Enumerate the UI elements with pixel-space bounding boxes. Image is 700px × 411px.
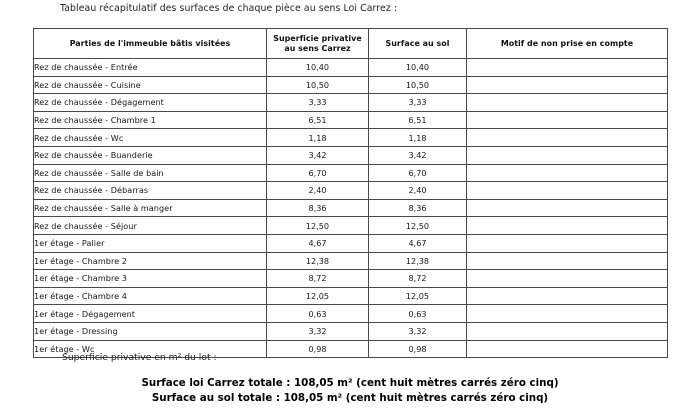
cell-privative: 1,18 <box>267 129 369 147</box>
cell-partie: 1er étage - Chambre 4 <box>34 287 267 305</box>
cell-partie: Rez de chaussée - Débarras <box>34 182 267 200</box>
cell-motif <box>467 164 668 182</box>
cell-privative: 3,42 <box>267 146 369 164</box>
table-row <box>34 76 668 94</box>
cell-privative: 3,33 <box>267 94 369 112</box>
cell-partie: Rez de chaussée - Séjour <box>34 217 267 235</box>
cell-privative: 0,98 <box>267 340 369 358</box>
column-header-surface-au-sol: Surface au sol <box>369 29 467 59</box>
total-surface-au-sol: Surface au sol totale : 108,05 m² (cent huit mètres carrés zéro cinq) <box>151 391 549 404</box>
cell-sol: 3,32 <box>369 322 467 340</box>
cell-partie: 1er étage - Dressing <box>34 322 267 340</box>
cell-privative: 10,40 <box>267 59 369 77</box>
cell-sol: 12,05 <box>369 287 467 305</box>
cell-sol: 12,50 <box>369 217 467 235</box>
cell-partie: Rez de chaussée - Salle de bain <box>34 164 267 182</box>
table-row <box>34 146 668 164</box>
cell-privative: 2,40 <box>267 182 369 200</box>
cell-partie: Rez de chaussée - Dégagement <box>34 94 267 112</box>
cell-motif <box>467 146 668 164</box>
cell-partie: Rez de chaussée - Buanderie <box>34 146 267 164</box>
cell-partie: Rez de chaussée - Wc <box>34 129 267 147</box>
cell-motif <box>467 59 668 77</box>
cell-partie: Rez de chaussée - Chambre 1 <box>34 111 267 129</box>
table-row <box>34 111 668 129</box>
cell-motif <box>467 111 668 129</box>
cell-privative: 12,05 <box>267 287 369 305</box>
column-header-superficie-privative: Superficie privative au sens Carrez <box>267 29 369 59</box>
cell-motif <box>467 234 668 252</box>
table-row <box>34 129 668 147</box>
table-row <box>34 164 668 182</box>
cell-sol: 0,63 <box>369 305 467 323</box>
cell-motif <box>467 199 668 217</box>
cell-sol: 2,40 <box>369 182 467 200</box>
cell-motif <box>467 305 668 323</box>
table-row <box>34 217 668 235</box>
cell-privative: 8,36 <box>267 199 369 217</box>
cell-sol: 0,98 <box>369 340 467 358</box>
cell-privative: 3,32 <box>267 322 369 340</box>
cell-sol: 8,72 <box>369 270 467 288</box>
cell-motif <box>467 129 668 147</box>
cell-motif <box>467 322 668 340</box>
cell-motif <box>467 182 668 200</box>
cell-privative: 6,51 <box>267 111 369 129</box>
cell-partie: Rez de chaussée - Salle à manger <box>34 199 267 217</box>
cell-sol: 3,33 <box>369 94 467 112</box>
cell-privative: 0,63 <box>267 305 369 323</box>
cell-privative: 12,38 <box>267 252 369 270</box>
table-row <box>34 322 668 340</box>
document-intro-text: Tableau récapitulatif des surfaces de chaque pièce au sens Loi Carrez : <box>60 3 398 14</box>
cell-partie: Rez de chaussée - Cuisine <box>34 76 267 94</box>
cell-motif <box>467 76 668 94</box>
column-header-motif: Motif de non prise en compte <box>467 29 668 59</box>
cell-sol: 6,70 <box>369 164 467 182</box>
cell-sol: 4,67 <box>369 234 467 252</box>
cell-motif <box>467 252 668 270</box>
cell-motif <box>467 287 668 305</box>
cell-motif <box>467 340 668 358</box>
table-row <box>34 94 668 112</box>
table-row <box>34 252 668 270</box>
table-header-row <box>34 29 668 59</box>
total-surface-loi-carrez: Surface loi Carrez totale : 108,05 m² (cent huit mètres carrés zéro cinq) <box>141 377 559 389</box>
cell-sol: 12,38 <box>369 252 467 270</box>
table-row <box>34 234 668 252</box>
cell-partie: 1er étage - Wc <box>34 340 267 358</box>
surfaces-table-container <box>33 28 667 358</box>
table-row <box>34 182 668 200</box>
table-row <box>34 270 668 288</box>
table-body <box>34 59 668 358</box>
cell-privative: 10,50 <box>267 76 369 94</box>
cell-sol: 8,36 <box>369 199 467 217</box>
table-row <box>34 287 668 305</box>
cell-motif <box>467 94 668 112</box>
cell-privative: 8,72 <box>267 270 369 288</box>
cell-partie: 1er étage - Chambre 3 <box>34 270 267 288</box>
cell-motif <box>467 270 668 288</box>
cell-privative: 6,70 <box>267 164 369 182</box>
cell-partie: 1er étage - Chambre 2 <box>34 252 267 270</box>
surfaces-table <box>33 28 668 358</box>
cell-partie: 1er étage - Palier <box>34 234 267 252</box>
cell-sol: 10,40 <box>369 59 467 77</box>
table-row <box>34 305 668 323</box>
table-row <box>34 59 668 77</box>
summary-lead-text: Superficie privative en m² du lot : <box>62 352 217 363</box>
table-row <box>34 199 668 217</box>
cell-privative: 12,50 <box>267 217 369 235</box>
cell-privative: 4,67 <box>267 234 369 252</box>
cell-motif <box>467 217 668 235</box>
cell-sol: 10,50 <box>369 76 467 94</box>
cell-sol: 6,51 <box>369 111 467 129</box>
summary-totals <box>0 376 700 405</box>
cell-partie: 1er étage - Dégagement <box>34 305 267 323</box>
cell-sol: 3,42 <box>369 146 467 164</box>
cell-partie: Rez de chaussée - Entrée <box>34 59 267 77</box>
cell-sol: 1,18 <box>369 129 467 147</box>
table-header <box>34 29 668 59</box>
column-header-parties: Parties de l'immeuble bâtis visitées <box>34 29 267 59</box>
